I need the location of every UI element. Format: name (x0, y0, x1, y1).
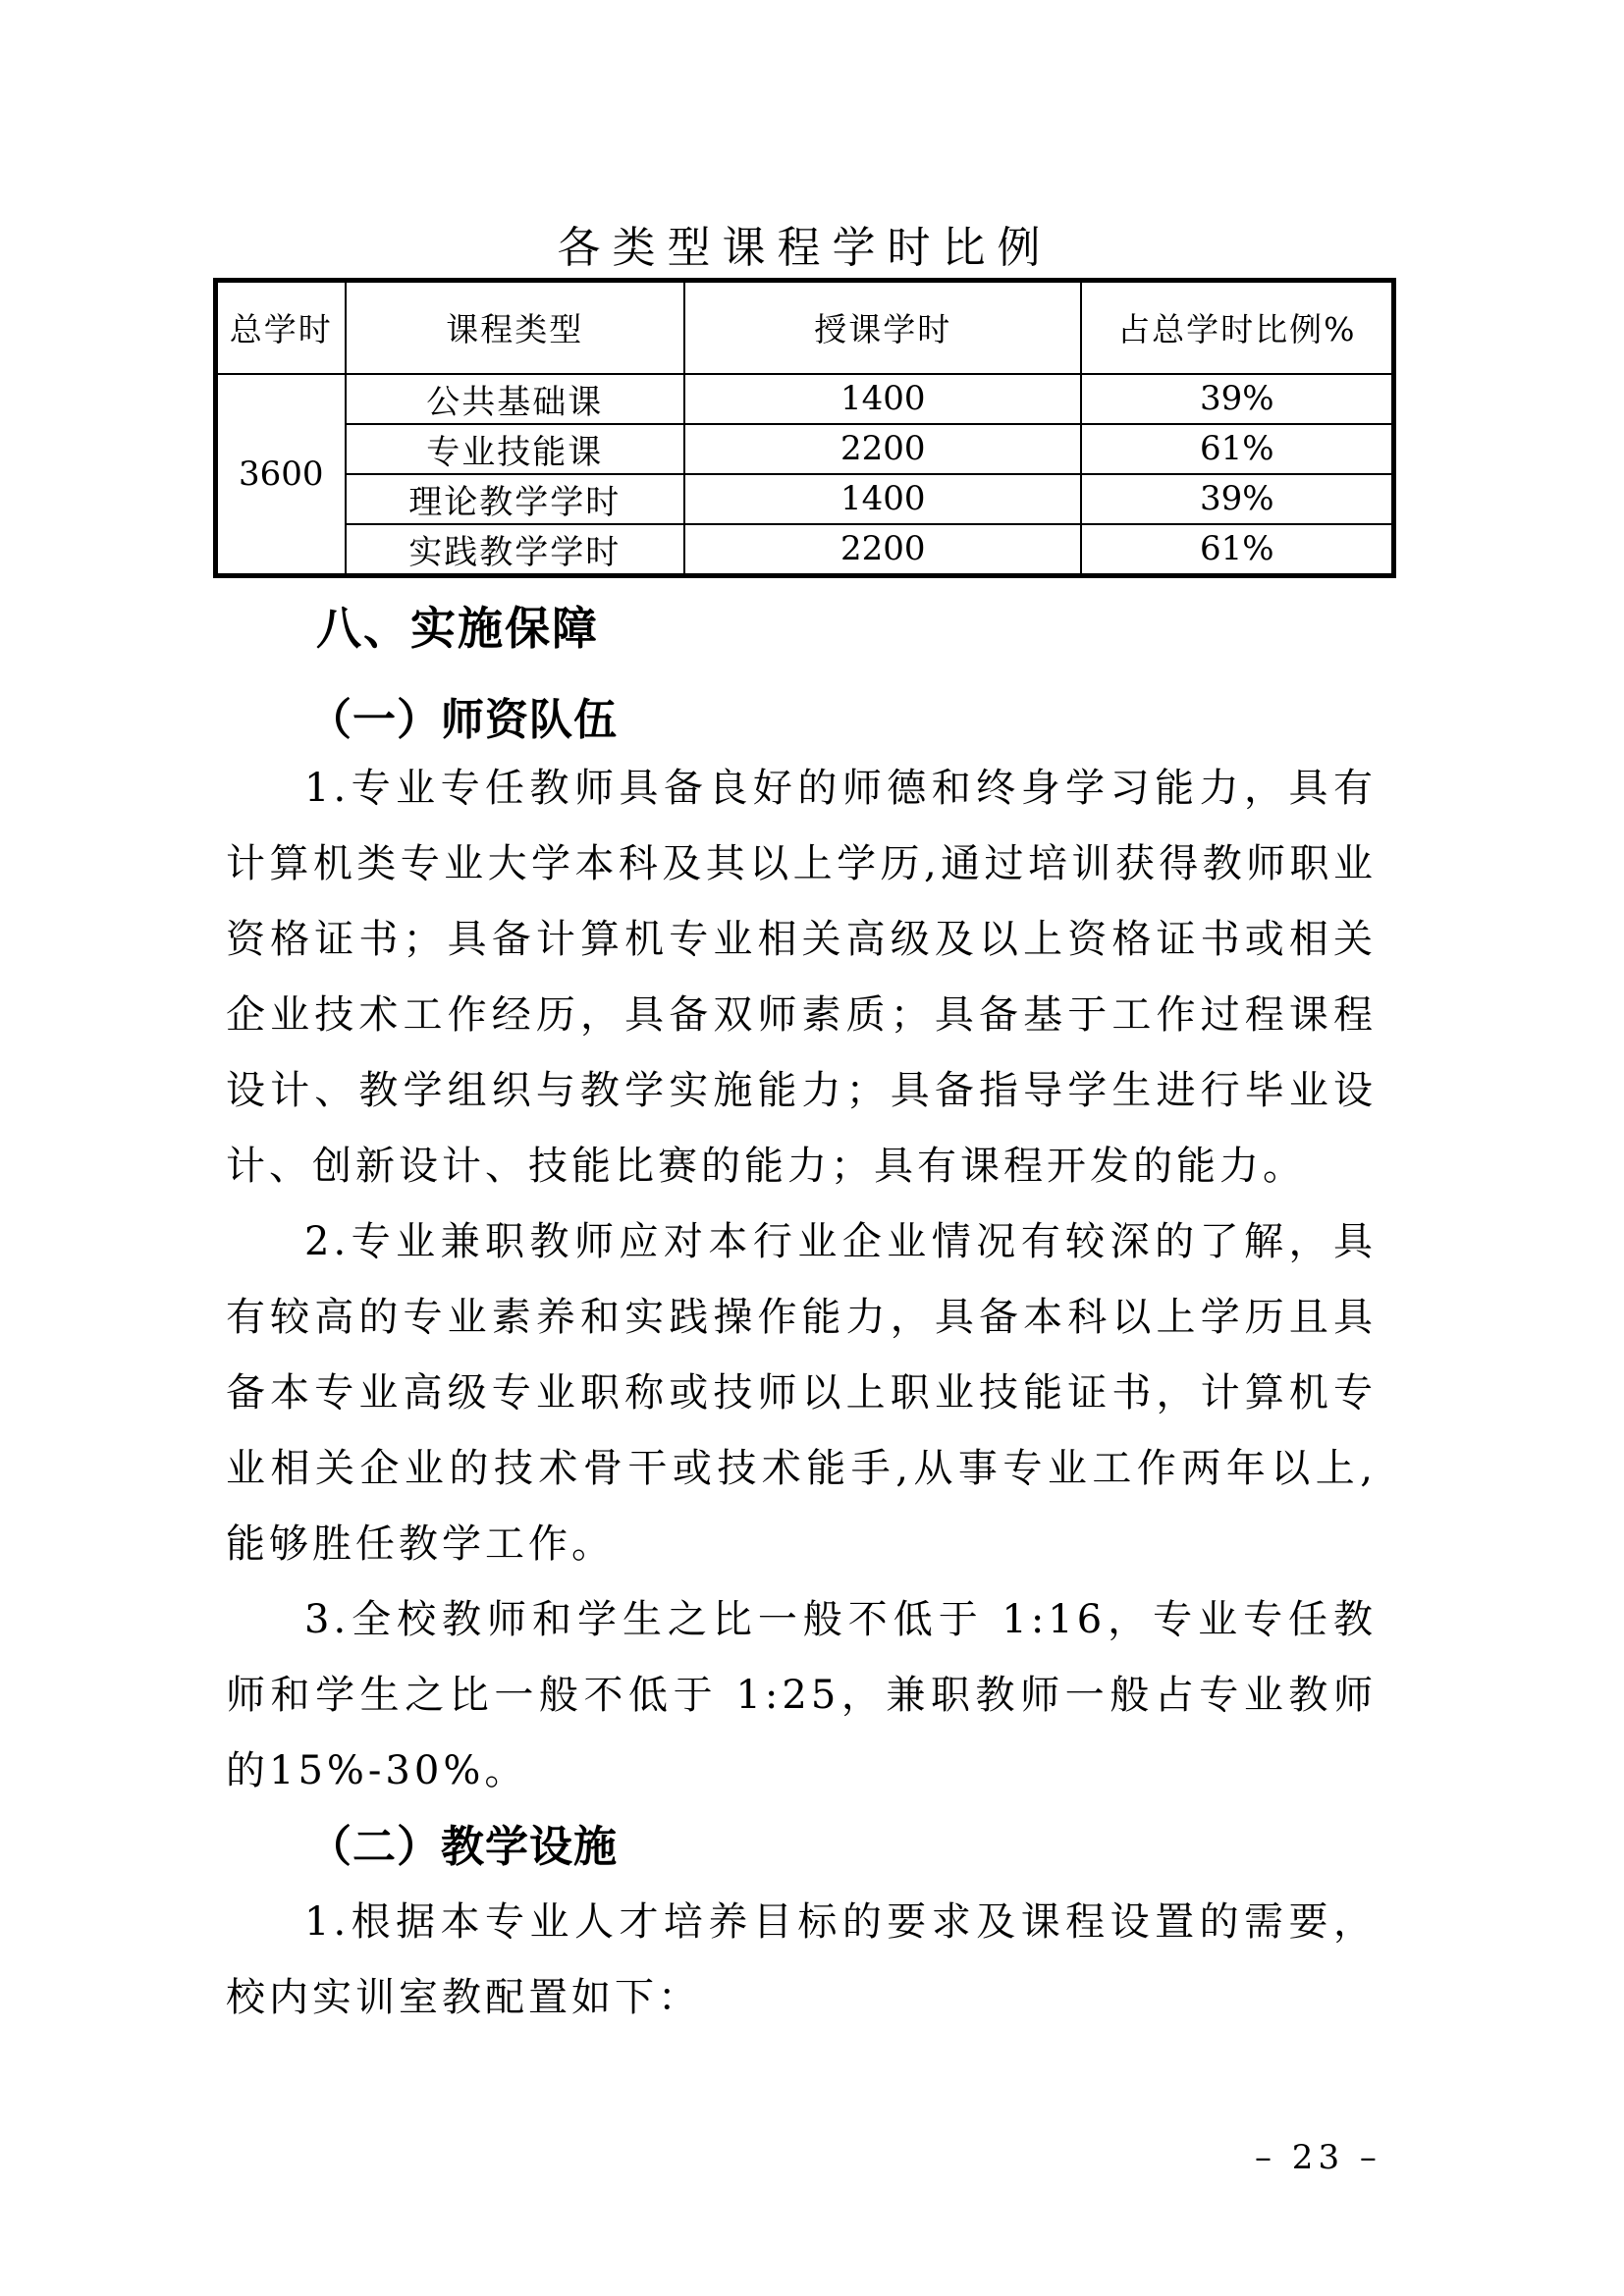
header-course-type: 课程类型 (346, 281, 685, 374)
section-heading-implementation-guarantee: 八、实施保障 (316, 601, 599, 655)
header-class-hours: 授课学时 (684, 281, 1081, 374)
course-type-cell: 理论教学学时 (346, 474, 685, 524)
subsection-heading-teaching-facilities: （二）教学设施 (308, 1821, 618, 1872)
table-row (216, 374, 1394, 424)
course-type-cell: 专业技能课 (346, 424, 685, 474)
body-paragraph-training-room-config: 1.根据本专业人才培养目标的要求及课程设置的需要，校内实训室教配置如下： (226, 1898, 1377, 2020)
body-paragraph-parttime-teachers: 2.专业兼职教师应对本行业企业情况有较深的了解，具有较高的专业素养和实践操作能力，具备本科以上学历且具备本专业高级专业职称或技师以上职业技能证书，计算机专业相关企业的技术骨干或技术能手,从事专业工作两年以上,能够胜任教学工作。 (226, 1218, 1377, 1567)
page-number: – 23 – (1255, 2138, 1381, 2177)
percent-cell: 39% (1081, 474, 1393, 524)
body-paragraph-teacher-student-ratio: 3.全校教师和学生之比一般不低于 1:16，专业专任教师和学生之比一般不低于 1:25，兼职教师一般占专业教师的15%-30%。 (226, 1596, 1377, 1793)
body-paragraph-fulltime-teachers: 1.专业专任教师具备良好的师德和终身学习能力，具有计算机类专业大学本科及其以上学历,通过培训获得教师职业资格证书；具备计算机专业相关高级及以上资格证书或相关企业技术工作经历，具备双师素质；具备基于工作过程课程设计、教学组织与教学实施能力；具备指导学生进行毕业设计、创新设计、技能比赛的能力；具有课程开发的能力。 (226, 765, 1377, 1189)
header-total-hours: 总学时 (216, 281, 346, 374)
course-type-cell: 公共基础课 (346, 374, 685, 424)
course-hours-table (213, 278, 1396, 578)
hours-cell: 2200 (684, 524, 1081, 576)
percent-cell: 61% (1081, 424, 1393, 474)
course-type-cell: 实践教学学时 (346, 524, 685, 576)
hours-cell: 2200 (684, 424, 1081, 474)
hours-cell: 1400 (684, 474, 1081, 524)
table-header-row (216, 281, 1394, 374)
table-row (216, 524, 1394, 576)
page-content (226, 224, 1377, 2036)
hours-cell: 1400 (684, 374, 1081, 424)
table-title: 各类型课程学时比例 (557, 223, 1053, 273)
table-row (216, 424, 1394, 474)
percent-cell: 39% (1081, 374, 1393, 424)
percent-cell: 61% (1081, 524, 1393, 576)
header-percentage: 占总学时比例% (1081, 281, 1393, 374)
subsection-heading-teaching-staff: （一）师资队伍 (308, 694, 618, 745)
total-hours-cell: 3600 (216, 374, 346, 576)
table-row (216, 474, 1394, 524)
